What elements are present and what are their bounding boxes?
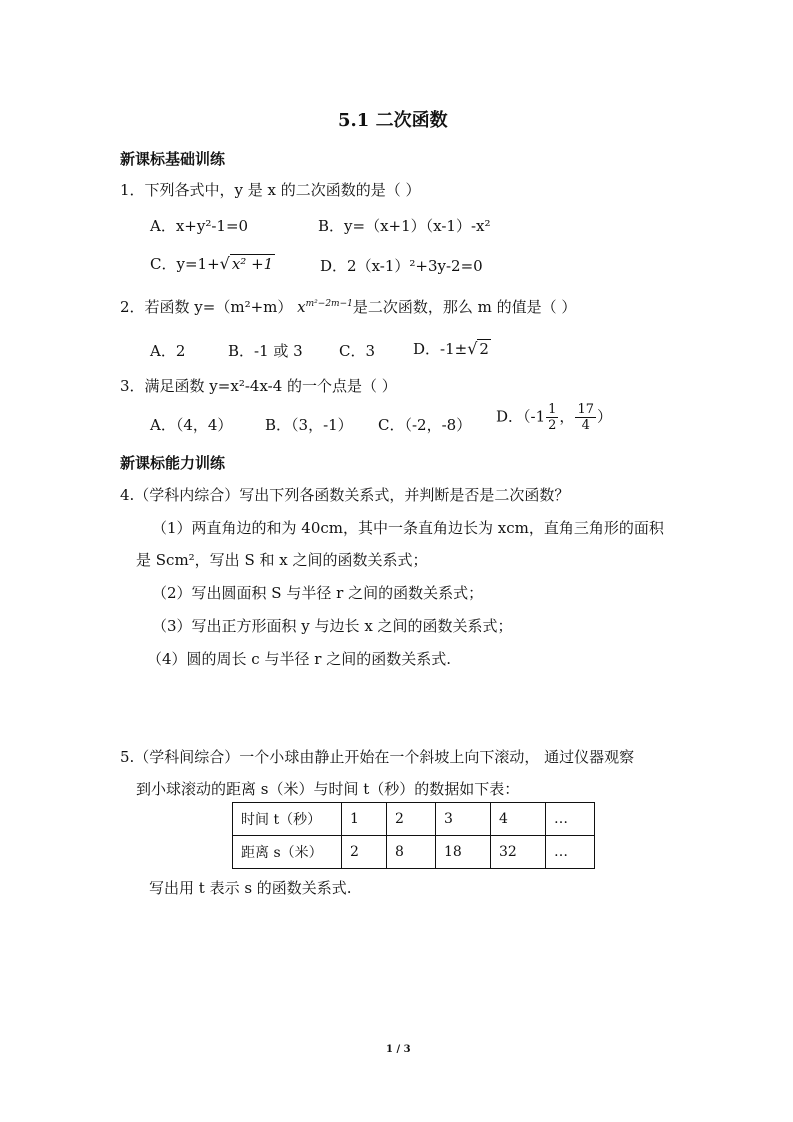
table-cell: 32 — [491, 836, 546, 869]
q5-line1: 5.（学科间综合）一个小球由静止开始在一个斜坡上向下滚动， 通过仪器观察 — [120, 748, 635, 766]
table-row — [233, 803, 595, 836]
fraction-denominator: 2 — [548, 418, 557, 433]
q4-stem: 4.（学科内综合）写出下列各函数关系式，并判断是否是二次函数？ — [120, 486, 570, 504]
q2-exponent: m²−2m−1 — [305, 299, 353, 309]
table-cell: 2 — [342, 836, 387, 869]
fraction — [546, 402, 558, 433]
table-cell: 1 — [342, 803, 387, 836]
sqrt-symbol: √ 2 — [467, 339, 489, 358]
q3-option-a: A．（4，4） — [150, 416, 233, 434]
q2-option-c: C．3 — [339, 342, 376, 360]
page-title: 5.1 二次函数 — [338, 110, 448, 131]
q2-option-b: B．-1 或 3 — [228, 342, 303, 360]
q2-stem-prefix: 2．若函数 y=（m²+m） — [120, 298, 293, 316]
fraction — [575, 402, 596, 433]
q2-option-d-prefix: D．-1± — [413, 340, 468, 358]
q3-stem: 3．满足函数 y=x²-4x-4 的一个点是（ ） — [120, 377, 397, 395]
table-cell: 4 — [491, 803, 546, 836]
q4-part1-line2: 是 Scm²，写出 S 和 x 之间的函数关系式； — [136, 551, 428, 569]
table-cell: … — [546, 803, 595, 836]
q3-option-c: C．（-2，-8） — [378, 416, 472, 434]
table-row — [233, 836, 595, 869]
q1-option-a: A．x+y²-1=0 — [150, 217, 249, 235]
table-cell: 时间 t（秒） — [233, 803, 342, 836]
q4-part3: （3）写出正方形面积 y 与边长 x 之间的函数关系式； — [152, 617, 513, 635]
q1-option-c — [150, 253, 275, 274]
section-heading-basic: 新课标基础训练 — [120, 150, 226, 168]
q1-option-d: D．2（x-1）²+3y-2=0 — [320, 257, 483, 275]
table-cell: 3 — [436, 803, 491, 836]
q3-option-d-separator: ， — [559, 407, 575, 426]
q2-option-d — [413, 338, 491, 359]
q5-line2: 到小球滚动的距离 s（米）与时间 t（秒）的数据如下表： — [136, 780, 520, 798]
q5-instruction: 写出用 t 表示 s 的函数关系式. — [149, 879, 352, 897]
q4-part2: （2）写出圆面积 S 与半径 r 之间的函数关系式； — [152, 584, 484, 602]
fraction-denominator: 4 — [581, 418, 590, 433]
q3-option-d-prefix: D．（-1 — [496, 407, 546, 426]
q2-stem-suffix: 是二次函数，那么 m 的值是（ ） — [352, 298, 577, 316]
q3-option-b: B．（3，-1） — [265, 416, 353, 434]
q4-part1-line1: （1）两直角边的和为 40cm，其中一条直角边长为 xcm，直角三角形的面积 — [152, 519, 664, 537]
q2-stem — [120, 296, 576, 317]
sqrt-symbol: √ x² +1 — [219, 254, 274, 273]
q3-option-d — [496, 402, 612, 433]
table-cell: … — [546, 836, 595, 869]
data-table — [232, 802, 595, 869]
q1-option-c-radicand: x² +1 — [231, 255, 274, 273]
fraction-numerator: 1 — [548, 402, 557, 417]
q1-option-c-prefix: C．y=1+ — [150, 255, 220, 273]
fraction-numerator: 17 — [577, 402, 594, 417]
q2-base: x — [297, 298, 306, 316]
q2-option-a: A．2 — [150, 342, 186, 360]
q1-option-b: B．y=（x+1）（x-1）-x² — [318, 217, 491, 235]
q4-part4: （4）圆的周长 c 与半径 r 之间的函数关系式. — [147, 650, 451, 668]
q1-stem: 1．下列各式中，y 是 x 的二次函数的是（ ） — [120, 181, 421, 199]
q2-option-d-radicand: 2 — [479, 340, 489, 358]
table-cell: 距离 s（米） — [233, 836, 342, 869]
section-heading-ability: 新课标能力训练 — [120, 454, 226, 472]
table-cell: 8 — [387, 836, 436, 869]
table-cell: 18 — [436, 836, 491, 869]
q3-option-d-suffix: ） — [596, 407, 612, 426]
table-cell: 2 — [387, 803, 436, 836]
page-number: 1 / 3 — [386, 1044, 411, 1055]
